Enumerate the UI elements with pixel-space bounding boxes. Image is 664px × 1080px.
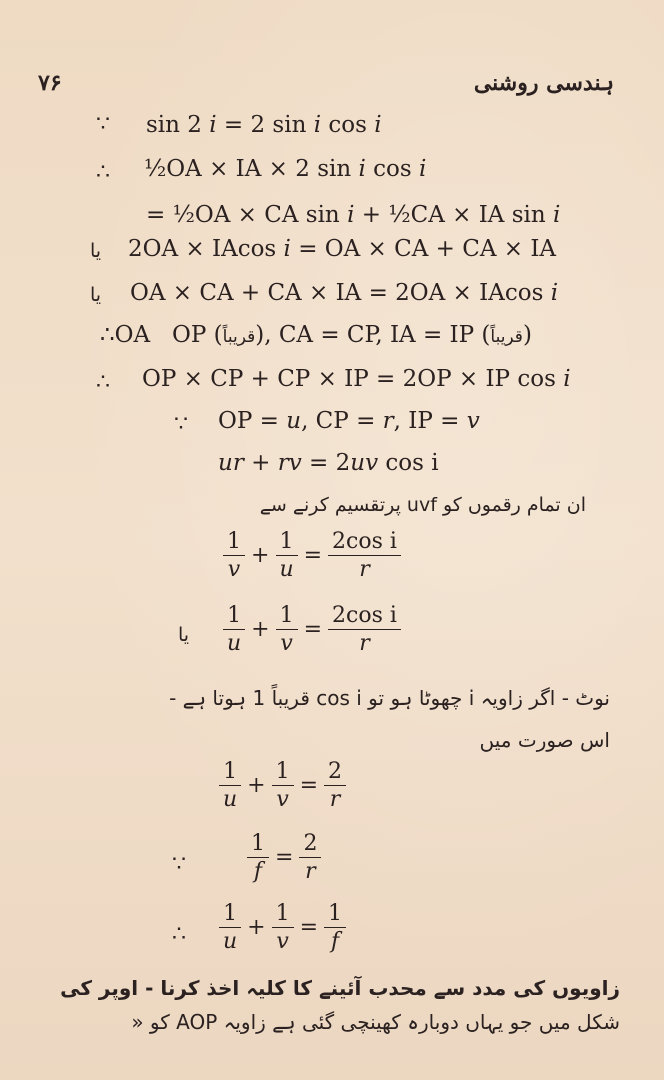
- half-frac: ½: [388, 202, 411, 228]
- because-symbol: ∵: [174, 412, 188, 437]
- therefore-symbol: ∴: [96, 370, 110, 395]
- fraction: $\frac{1}{u}$: [223, 604, 245, 655]
- fraction: $\frac{1}{v}$: [272, 902, 294, 953]
- equation-line-8: OP = u, CP = r, IP = v: [218, 408, 480, 434]
- fraction-equation-4: $\frac{1}{f}$ = $\frac{2}{r}$: [244, 832, 324, 883]
- because-symbol: ∵: [96, 112, 110, 137]
- fraction: $\frac{\text{2cos i}}{r}$: [328, 604, 401, 655]
- fraction: $\frac{1}{f}$: [324, 902, 346, 953]
- equation-line-7: OP × CP + CP × IP = 2OP × IP cos i: [142, 366, 571, 392]
- fraction: $\frac{1}{u}$: [219, 760, 241, 811]
- fraction: $\frac{\text{2cos i}}{r}$: [328, 530, 401, 581]
- fraction-equation-5: $\frac{1}{u}$ + $\frac{1}{v}$ = $\frac{1}{f}$: [216, 902, 349, 953]
- page-number: ۷۶: [38, 70, 62, 96]
- fraction: $\frac{1}{u}$: [275, 530, 297, 581]
- fraction: $\frac{1}{v}$: [272, 760, 294, 811]
- fraction: $\frac{1}{u}$: [219, 902, 241, 953]
- therefore-symbol: ∴: [96, 160, 110, 185]
- fraction: $\frac{1}{f}$: [247, 832, 269, 883]
- chapter-title: ہندسی روشنی: [473, 70, 614, 96]
- note-line-1: نوٹ - اگر زاویہ i چھوٹا ہو تو cos i قریباً 1 ہوتا ہے -: [169, 686, 610, 710]
- ya-label: یا: [90, 284, 102, 306]
- fraction: $\frac{2}{r}$: [299, 832, 321, 883]
- half-frac: ½: [144, 156, 167, 182]
- therefore-symbol: ∴: [172, 922, 186, 947]
- note-line-2: اس صورت میں: [479, 728, 610, 752]
- equation-line-4: 2OA × IAcos i = OA × CA + CA × IA: [128, 236, 557, 262]
- equation-line-2: ½OA × IA × 2 sin i cos i: [144, 156, 427, 182]
- fraction: $\frac{1}{v}$: [223, 530, 245, 581]
- equation-line-5: OA × CA + CA × IA = 2OA × IAcos i: [130, 280, 559, 306]
- fraction-equation-2: $\frac{1}{u}$ + $\frac{1}{v}$ = $\frac{\text{2cos i}}{r}$: [220, 604, 404, 655]
- equation-line-6: ∴OA OP (قریباً), CA = CP, IA = IP (قریباً): [100, 322, 532, 348]
- equation-line-9: ur + rv = 2uv cos i: [218, 450, 439, 476]
- urdu-line-divide: ان تمام رقموں کو uvf پرتقسیم کرنے سے: [259, 494, 586, 516]
- footer-line-2: شکل میں جو یہاں دوبارہ کھینچی گئی ہے زاویہ AOP کو «: [131, 1010, 620, 1034]
- half-frac: ½: [172, 202, 195, 228]
- because-symbol: ∵: [172, 852, 186, 877]
- ya-label: یا: [178, 624, 190, 646]
- fraction-equation-1: $\frac{1}{v}$ + $\frac{1}{u}$ = $\frac{\text{2cos i}}{r}$: [220, 530, 404, 581]
- fraction: $\frac{1}{v}$: [276, 604, 298, 655]
- fraction: $\frac{2}{r}$: [324, 760, 346, 811]
- ya-label: یا: [90, 240, 102, 262]
- fraction-equation-3: $\frac{1}{u}$ + $\frac{1}{v}$ = $\frac{2}{r}$: [216, 760, 349, 811]
- equation-line-3: = ½OA × CA sin i + ½CA × IA sin i: [146, 202, 561, 228]
- footer-line-1: زاویوں کی مدد سے محدب آئینے کا کلیہ اخذ کرنا - اوپر کی: [60, 976, 620, 1000]
- equation-line-1: sin 2 i = 2 sin i cos i: [146, 112, 382, 138]
